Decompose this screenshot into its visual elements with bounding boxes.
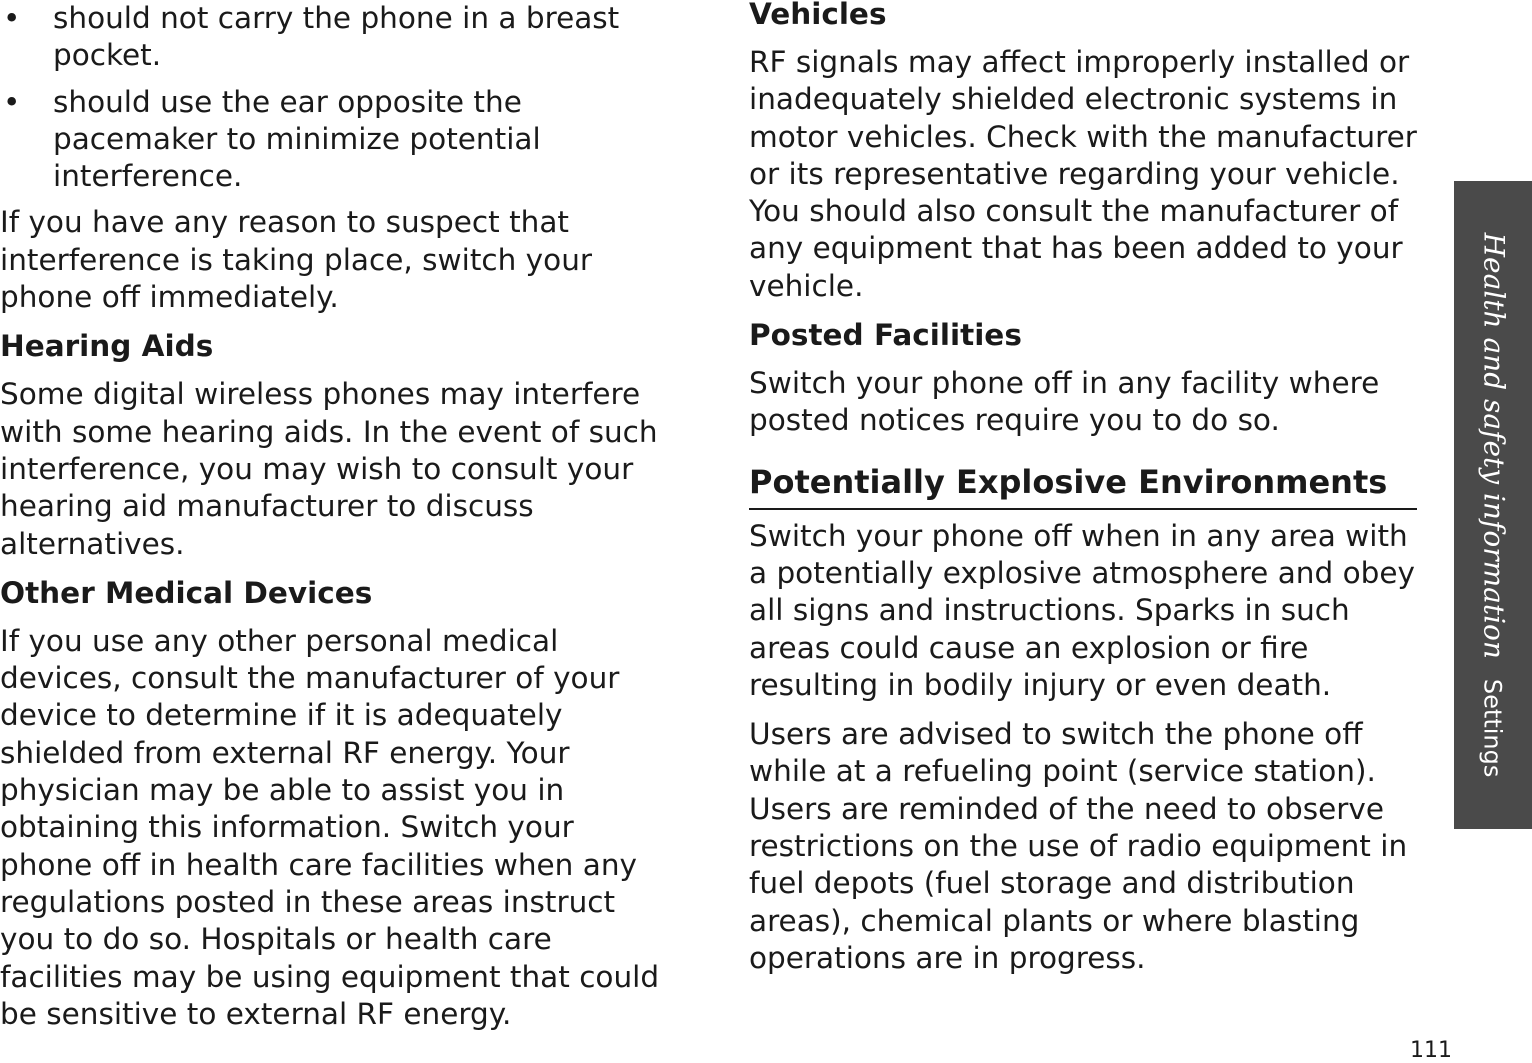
vehicles-paragraph: RF signals may affect improperly installed or inadequately shielded electronic systems in motor vehicles. Check with the manufacturer or its representative regarding your vehicle. You should also consult the manufacturer of any equipment that has been added to your vehicle.	[749, 45, 1417, 303]
pacemaker-bullet-list	[0, 0, 668, 195]
other-medical-devices-heading: Other Medical Devices	[0, 575, 373, 610]
section-side-tab	[1454, 181, 1532, 829]
refueling-paragraph: Users are advised to switch the phone off while at a refueling point (service station). Users are reminded of the need to observe restrictions on the use of radio equipment in fuel depots (fuel storage and distribution areas), chemical plants or where blasting operations are in progress.	[749, 717, 1408, 975]
side-tab-label	[1476, 233, 1511, 778]
hearing-aids-heading: Hearing Aids	[0, 329, 214, 364]
bullet-item	[0, 84, 668, 196]
bullet-text: should not carry the phone in a breast pocket.	[53, 1, 620, 73]
chapter-title: Settings	[1478, 678, 1507, 778]
posted-facilities-heading: Posted Facilities	[749, 318, 1022, 353]
bullet-symbol: •	[3, 84, 21, 119]
explosive-environments-paragraph: Switch your phone off when in any area with a potentially explosive atmosphere and obey all signs and instructions. Sparks in such areas could cause an explosion or fire resulting in bodily injury or even death.	[749, 518, 1415, 702]
bullet-symbol: •	[3, 1, 21, 35]
left-column	[0, 0, 668, 1033]
right-column	[749, 0, 1417, 977]
explosive-environments-heading: Potentially Explosive Environments	[749, 462, 1417, 510]
bullet-text: should use the ear opposite the pacemaker to minimize potential interference.	[53, 84, 541, 194]
pacemaker-closing-paragraph: If you have any reason to suspect that interference is taking place, switch your phone off immediately.	[0, 205, 593, 315]
posted-facilities-paragraph: Switch your phone off in any facility where posted notices require you to do so.	[749, 366, 1380, 438]
vehicles-heading: Vehicles	[749, 0, 887, 31]
hearing-aids-paragraph: Some digital wireless phones may interfere with some hearing aids. In the event of such interference, you may wish to consult your hearing aid manufacturer to discuss alternatives.	[0, 377, 658, 561]
bullet-item	[0, 0, 668, 75]
other-medical-devices-paragraph: If you use any other personal medical devices, consult the manufacturer of your device to determine if it is adequately shielded from external RF energy. Your physician may be able to assist you in obtaining this information. Switch your phone off in health care facilities when any regulations posted in these areas instruct you to do so. Hospitals or health care facilities may be using equipment that could be sensitive to external RF energy.	[0, 623, 660, 1031]
section-title: Health and safety information	[1477, 232, 1511, 659]
page-number: 111	[1410, 1038, 1452, 1063]
